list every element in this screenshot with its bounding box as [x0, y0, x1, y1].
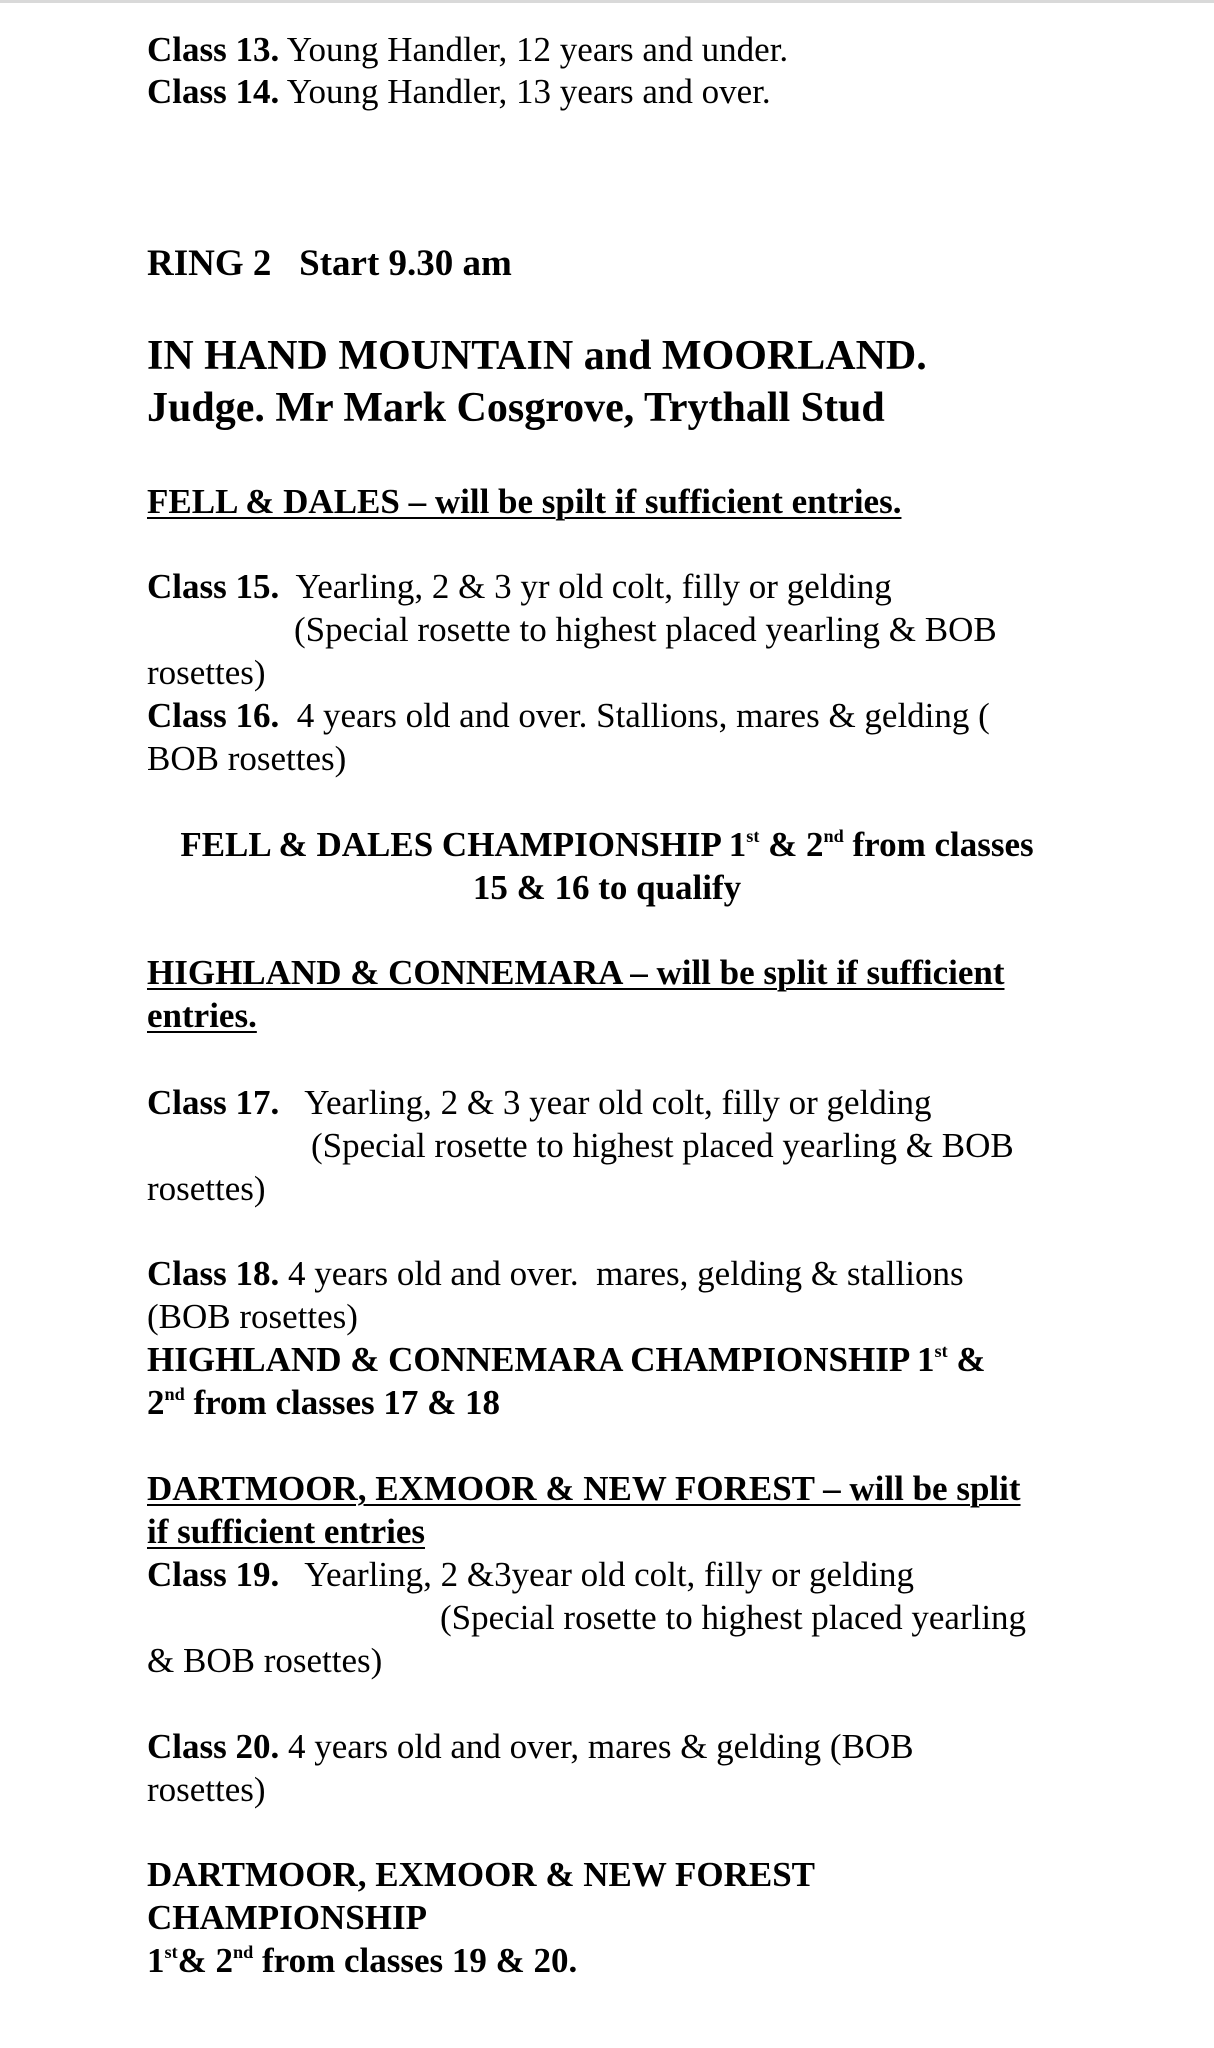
den-champ3-sup-2: nd	[233, 1942, 254, 1963]
class-16-text-cont: BOB rosettes)	[147, 739, 347, 778]
class-20-line	[147, 1725, 914, 1768]
class-16-line	[147, 694, 990, 737]
den-champ3-sup-1: st	[164, 1942, 178, 1963]
class-19-text: Yearling, 2 &3year old colt, filly or gelding	[279, 1555, 915, 1594]
section-title: IN HAND MOUNTAIN and MOORLAND.	[147, 333, 927, 379]
class-13-text: Young Handler, 12 years and under.	[279, 30, 789, 69]
dartmoor-exmoor-championship-cont	[147, 1939, 577, 1988]
class-20-text: 4 years old and over, mares & gelding (BOB	[279, 1727, 914, 1766]
fd-champ-part-a: FELL & DALES CHAMPIONSHIP 1	[180, 825, 747, 864]
class-15-label: Class 15.	[147, 567, 280, 606]
highland-connemara-championship	[147, 1338, 986, 1387]
class-18-line	[147, 1252, 964, 1295]
dartmoor-exmoor-heading-cont: if sufficient entries	[147, 1512, 425, 1551]
class-15-note: (Special rosette to highest placed yearling & BOB	[294, 610, 997, 649]
class-19-label: Class 19.	[147, 1555, 280, 1594]
hc-champ-sup-1: st	[934, 1341, 948, 1362]
hc-champ-part-a: HIGHLAND & CONNEMARA CHAMPIONSHIP 1	[147, 1340, 935, 1379]
class-14-label: Class 14.	[147, 72, 280, 111]
class-18-label: Class 18.	[147, 1254, 280, 1293]
fd-champ-part-c: from classes	[843, 825, 1034, 864]
class-20-text-cont: rosettes)	[147, 1770, 266, 1809]
fell-dales-championship-cont: 15 & 16 to qualify	[472, 868, 742, 907]
class-18-text: 4 years old and over. mares, gelding & stallions	[279, 1254, 964, 1293]
class-19-line	[147, 1553, 914, 1596]
dartmoor-exmoor-championship: DARTMOOR, EXMOOR & NEW FOREST	[147, 1855, 816, 1894]
class-16-text: 4 years old and over. Stallions, mares & gelding (	[279, 696, 990, 735]
highland-connemara-heading: HIGHLAND & CONNEMARA – will be split if sufficient	[147, 953, 1005, 992]
highland-connemara-championship-cont	[147, 1381, 500, 1430]
class-17-line	[147, 1081, 932, 1124]
class-13-line	[147, 28, 788, 71]
ring-2-heading: RING 2 Start 9.30 am	[147, 243, 512, 284]
class-19-note: (Special rosette to highest placed yearling	[440, 1598, 1027, 1637]
dartmoor-exmoor-heading: DARTMOOR, EXMOOR & NEW FOREST – will be split	[147, 1469, 1021, 1508]
class-17-label: Class 17.	[147, 1083, 280, 1122]
hc-champ2-part-a: 2	[147, 1383, 165, 1422]
class-15-note-cont: rosettes)	[147, 653, 266, 692]
class-19-note-cont: & BOB rosettes)	[147, 1641, 383, 1680]
class-16-label: Class 16.	[147, 696, 280, 735]
fd-champ-part-b: & 2	[759, 825, 824, 864]
fd-champ-sup-1: st	[746, 826, 760, 847]
class-17-note-cont: rosettes)	[147, 1169, 266, 1208]
top-divider	[0, 0, 1214, 3]
highland-connemara-heading-cont: entries.	[147, 996, 257, 1035]
dartmoor-exmoor-championship-word: CHAMPIONSHIP	[147, 1898, 427, 1937]
den-champ3-part-c: from classes 19 & 20.	[253, 1941, 578, 1980]
hc-champ2-sup: nd	[164, 1384, 185, 1405]
den-champ3-part-b: & 2	[177, 1941, 234, 1980]
hc-champ2-part-b: from classes 17 & 18	[184, 1383, 501, 1422]
den-champ3-part-a: 1	[147, 1941, 165, 1980]
class-15-line	[147, 565, 892, 608]
class-13-label: Class 13.	[147, 30, 280, 69]
class-14-line	[147, 70, 771, 113]
class-17-note: (Special rosette to highest placed yearling & BOB	[311, 1126, 1014, 1165]
judge-line: Judge. Mr Mark Cosgrove, Trythall Stud	[147, 385, 885, 431]
class-18-text-cont: (BOB rosettes)	[147, 1297, 358, 1336]
class-17-text: Yearling, 2 & 3 year old colt, filly or gelding	[279, 1083, 932, 1122]
class-20-label: Class 20.	[147, 1727, 280, 1766]
class-14-text: Young Handler, 13 years and over.	[279, 72, 771, 111]
fell-dales-heading: FELL & DALES – will be spilt if sufficient entries.	[147, 482, 902, 521]
fell-dales-championship	[147, 823, 1067, 872]
class-15-text: Yearling, 2 & 3 yr old colt, filly or gelding	[279, 567, 892, 606]
fd-champ-sup-2: nd	[823, 826, 844, 847]
hc-champ-part-b: &	[947, 1340, 986, 1379]
